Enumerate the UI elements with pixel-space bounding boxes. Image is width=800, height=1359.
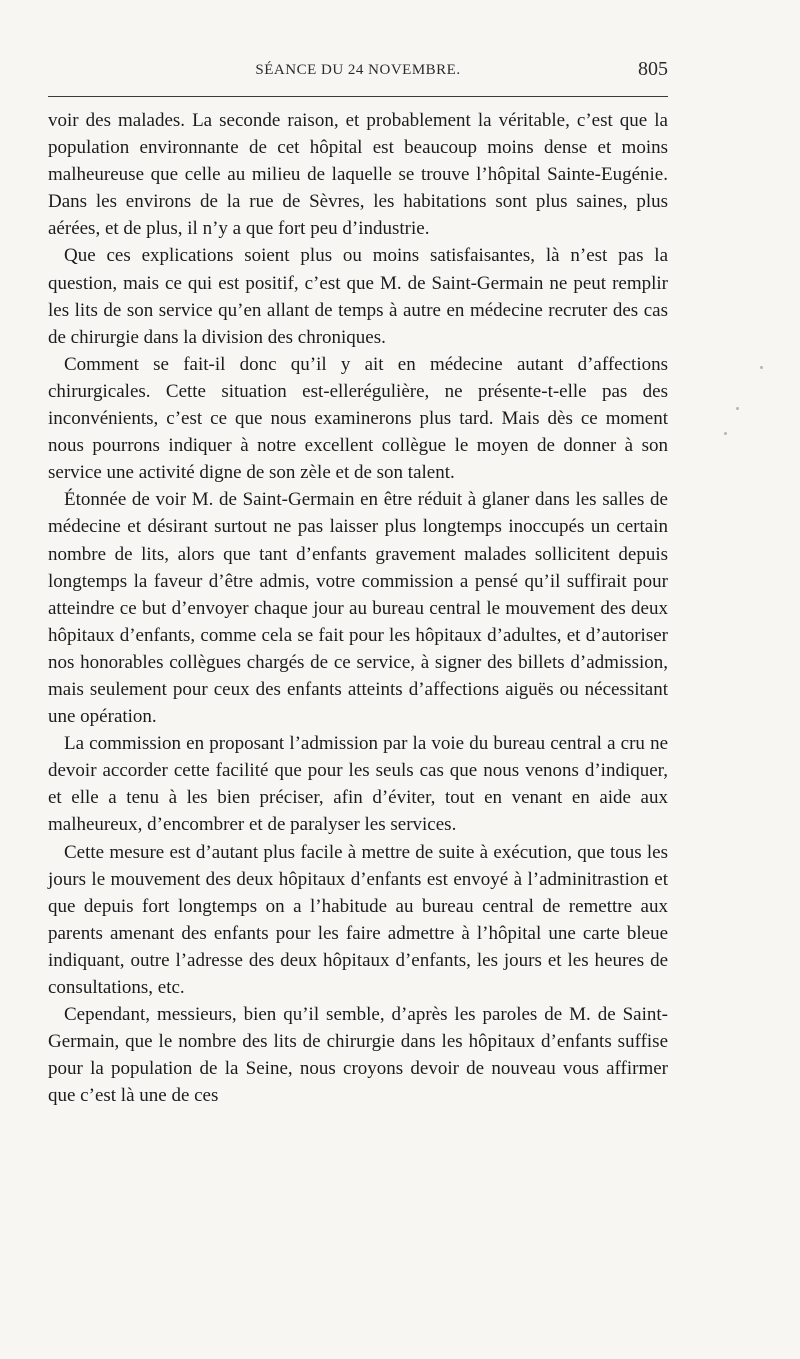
paper-speck (724, 432, 727, 435)
paper-speck (736, 407, 739, 410)
paragraph-4: Étonnée de voir M. de Saint-Germain en être réduit à glaner dans les salles de médecine et désirant surtout ne pas laisser plus longtemps inoccupés un certain nombre de lits, alors que tant d’enfants gravement malades sollicitent depuis longtemps la faveur d’être admis, votre commission a pensé qu’il suffirait pour atteindre ce but d’envoyer chaque jour au bureau central le mouvement des deux hôpitaux d’enfants, comme cela se fait pour les hôpitaux d’adultes, et d’autoriser nos honorables collègues chargés de ce service, à signer des billets d’admission, mais seulement pour ceux des enfants atteints d’affections aiguës ou nécessitant une opération. (48, 489, 668, 728)
running-head (48, 58, 668, 88)
paper-speck (760, 366, 763, 369)
running-head-title: SÉANCE DU 24 NOVEMBRE. (255, 62, 461, 78)
paragraph-3: Comment se fait-il donc qu’il y ait en médecine autant d’affections chirurgicales. Cette situation est-ellerégulière, ne présente-t-elle pas des inconvénients, c’est ce que nous examinerons plus tard. Mais dès ce moment nous pourrons indiquer à notre excellent collègue le moyen de donner à son service une activité digne de son zèle et de son talent. (48, 353, 668, 484)
paragraph-7: Cependant, messieurs, bien qu’il semble, d’après les paroles de M. de Saint-Germain, que le nombre des lits de chirurgie dans les hôpitaux d’enfants suffise pour la population de la Seine, nous croyons devoir de nouveau vous affirmer que c’est là une de ces (48, 1004, 668, 1107)
paragraph-6: Cette mesure est d’autant plus facile à mettre de suite à exécution, que tous les jours le mouvement des deux hôpitaux d’enfants est envoyé à l’adminitrastion et que depuis fort longtemps on a l’habitude au bureau central de remettre aux parents amenant des enfants pour les faire admettre à l’hôpital une carte bleue indiquant, outre l’adresse des deux hôpitaux d’enfants, les jours et les heures de consultations, etc. (48, 841, 668, 998)
header-rule (48, 96, 668, 97)
paragraph-5: La commission en proposant l’admission par la voie du bureau central a cru ne devoir accorder cette facilité que pour les seuls cas que nous venons d’indiquer, et elle a tenu à les bien préciser, afin d’éviter, tout en venant en aide aux malheureux, d’encombrer et de paralyser les services. (48, 733, 668, 836)
paragraph-1: voir des malades. La seconde raison, et probablement la véritable, c’est que la population environnante de cet hôpital est beaucoup moins dense et moins malheureuse que celle au milieu de laquelle se trouve l’hôpital Sainte-Eugénie. Dans les environs de la rue de Sèvres, les habitations sont plus saines, plus aérées, et de plus, il n’y a que fort peu d’industrie. (48, 110, 668, 240)
page-number: 805 (638, 58, 668, 80)
paragraph-2: Que ces explications soient plus ou moins satisfaisantes, là n’est pas la question, mais ce qui est positif, c’est que M. de Saint-Germain ne peut remplir les lits de son service qu’en allant de temps à autre en médecine recruter des cas de chirurgie dans la division des chroniques. (48, 245, 668, 348)
body-text (48, 107, 668, 1109)
